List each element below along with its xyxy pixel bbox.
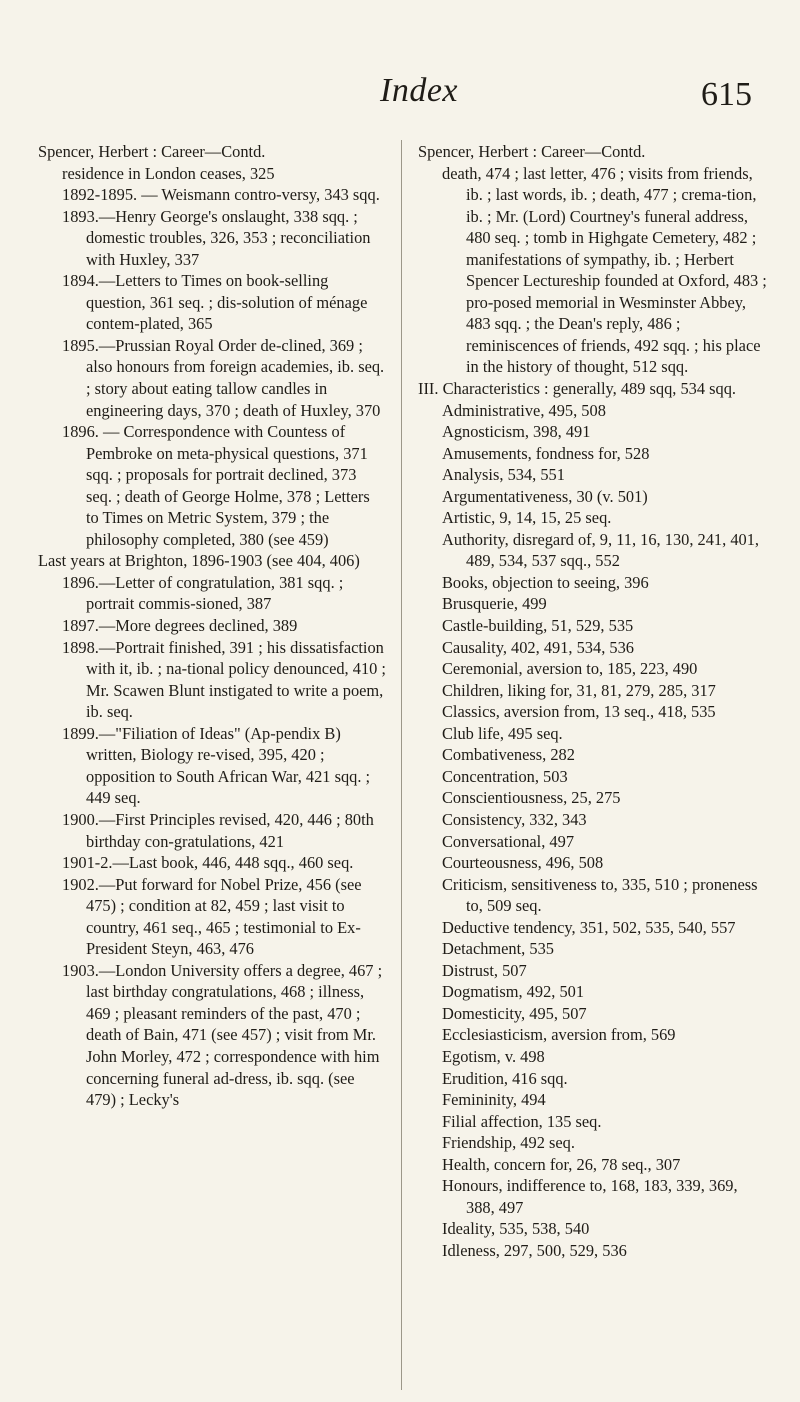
index-entry: Castle-building, 51, 529, 535 [442,616,634,636]
index-entry: Club life, 495 seq. [442,723,563,743]
index-entry: 1893.—Henry George's onslaught, 338 sqq. ; domestic troubles, 326, 353 ; reconciliation with Huxley, 337 [62,206,371,269]
index-entry: Ideality, 535, 538, 540 [442,1219,590,1239]
index-entry: 1898.—Portrait finished, 391 ; his dissatisfaction with it, ib. ; na-tional policy denounced, 410 ; Mr. Scawen Blunt instigated to write a poem, ib. seq. [62,637,386,722]
index-entry: Consistency, 332, 343 [442,809,587,829]
index-entry: 1896.—Letter of congratulation, 381 sqq. ; portrait commis-sioned, 387 [62,572,344,614]
index-entry: 1900.—First Principles revised, 420, 446 ; 80th birthday con-gratulations, 421 [62,809,374,851]
index-entry: Egotism, v. 498 [442,1046,545,1066]
index-entry: Ecclesiasticism, aversion from, 569 [442,1025,676,1045]
index-entry: Conscientiousness, 25, 275 [442,788,621,808]
index-entry: Amusements, fondness for, 528 [442,443,650,463]
page-header [0,72,800,122]
running-title: Index [380,72,459,109]
index-entry: Combativeness, 282 [442,745,575,765]
index-entry: Friendship, 492 seq. [442,1133,575,1153]
index-entry: 1896. — Correspondence with Countess of Pembroke on meta-physical questions, 371 sqq. ; proposals for portrait declined, 373 seq. ; death of George Holme, 378 ; Letters to Times on Metric System, 379 ; the philosophy completed, 380 (see 459) [62,422,370,549]
index-entry: 1903.—London University offers a degree, 467 ; last birthday congratulations, 468 ; illness, 469 ; pleasant reminders of the past, 470 ; death of Bain, 471 (see 457) ; visit from Mr. John Morley, 472 ; correspondence with him concerning funeral ad-dress, ib. sqq. (see 479) ; Lecky's [62,960,383,1110]
index-entry: Domesticity, 495, 507 [442,1003,587,1023]
index-entry: Authority, disregard of, 9, 11, 16, 130, 241, 401, 489, 534, 537 sqq., 552 [442,529,759,571]
index-entry: Children, liking for, 31, 81, 279, 285, 317 [442,680,716,700]
index-entry: Argumentativeness, 30 (v. 501) [442,486,648,506]
index-entry: Honours, indifference to, 168, 183, 339, 369, 388, 497 [442,1176,738,1217]
index-entry: 1899.—"Filiation of Ideas" (Ap-pendix B) written, Biology re-vised, 395, 420 ; opposition to South African War, 421 sqq. ; 449 seq. [62,723,371,808]
index-entry: Criticism, sensitiveness to, 335, 510 ; proneness to, 509 seq. [442,874,758,916]
index-entry: Agnosticism, 398, 491 [442,422,591,442]
index-entry: 1897.—More degrees declined, 389 [62,616,298,636]
index-entry: Detachment, 535 [442,939,554,959]
page-number: 615 [701,76,752,113]
index-entry: Administrative, 495, 508 [442,400,606,420]
index-entry: Distrust, 507 [442,960,527,980]
index-entry: Erudition, 416 sqq. [442,1068,568,1088]
index-entry: 1892-1895. — Weismann contro-versy, 343 sqq. [62,185,380,205]
index-entry: 1901-2.—Last book, 446, 448 sqq., 460 seq. [62,853,354,873]
index-entry: Filial affection, 135 seq. [442,1111,602,1131]
index-entry: Books, objection to seeing, 396 [442,572,649,592]
index-entry: residence in London ceases, 325 [62,163,275,183]
index-column-left [38,141,386,1111]
index-entry: Causality, 402, 491, 534, 536 [442,637,634,657]
index-entry: 1895.—Prussian Royal Order de-clined, 369 ; also honours from foreign academies, ib. seq. ; story about eating tallow candles in engineering days, 370 ; death of Huxley, 370 [62,335,385,420]
column-divider [401,140,402,1390]
index-entry: Deductive tendency, 351, 502, 535, 540, 557 [442,917,736,937]
index-entry-heading: Spencer, Herbert : Career—Contd. [418,142,646,161]
index-entry: Brusquerie, 499 [442,594,547,614]
index-column-right [418,141,770,1261]
index-entry: Concentration, 503 [442,766,568,786]
index-entry: Classics, aversion from, 13 seq., 418, 535 [442,702,716,722]
index-entry: Ceremonial, aversion to, 185, 223, 490 [442,659,698,679]
index-entry: Artistic, 9, 14, 15, 25 seq. [442,508,612,528]
index-entry: death, 474 ; last letter, 476 ; visits from friends, ib. ; last words, ib. ; death, 477 ; crema-tion, ib. ; Mr. (Lord) Courtney's funeral address, 480 seq. ; tomb in Highgate Cemetery, 482 ; manifestations of sympathy, ib. ; Herbert Spencer Lectureship founded at Oxford, 483 ; pro-posed memorial in Wesminster Abbey, 483 sqq. ; the Dean's reply, 486 ; reminiscences of friends, 492 sqq. ; his place in the history of thought, 512 sqq. [442,163,767,377]
index-entry-heading: Spencer, Herbert : Career—Contd. [38,142,266,161]
index-entry: 1894.—Letters to Times on book-selling question, 361 seq. ; dis-solution of ménage contem-plated, 365 [62,271,368,334]
index-entry-heading: III. Characteristics : generally, 489 sqq, 534 sqq. [418,379,737,399]
index-entry: Conversational, 497 [442,831,575,851]
index-entry: Health, concern for, 26, 78 seq., 307 [442,1154,681,1174]
index-entry: 1902.—Put forward for Nobel Prize, 456 (see 475) ; condition at 82, 459 ; last visit to country, 461 seq., 465 ; testimonial to Ex-President Steyn, 463, 476 [62,874,362,959]
index-entry: Analysis, 534, 551 [442,465,565,485]
index-entry: Femininity, 494 [442,1090,546,1110]
index-entry: Idleness, 297, 500, 529, 536 [442,1240,627,1260]
index-entry: Dogmatism, 492, 501 [442,982,585,1002]
index-entry-heading: Last years at Brighton, 1896-1903 (see 404, 406) [38,551,360,571]
index-entry: Courteousness, 496, 508 [442,853,604,873]
